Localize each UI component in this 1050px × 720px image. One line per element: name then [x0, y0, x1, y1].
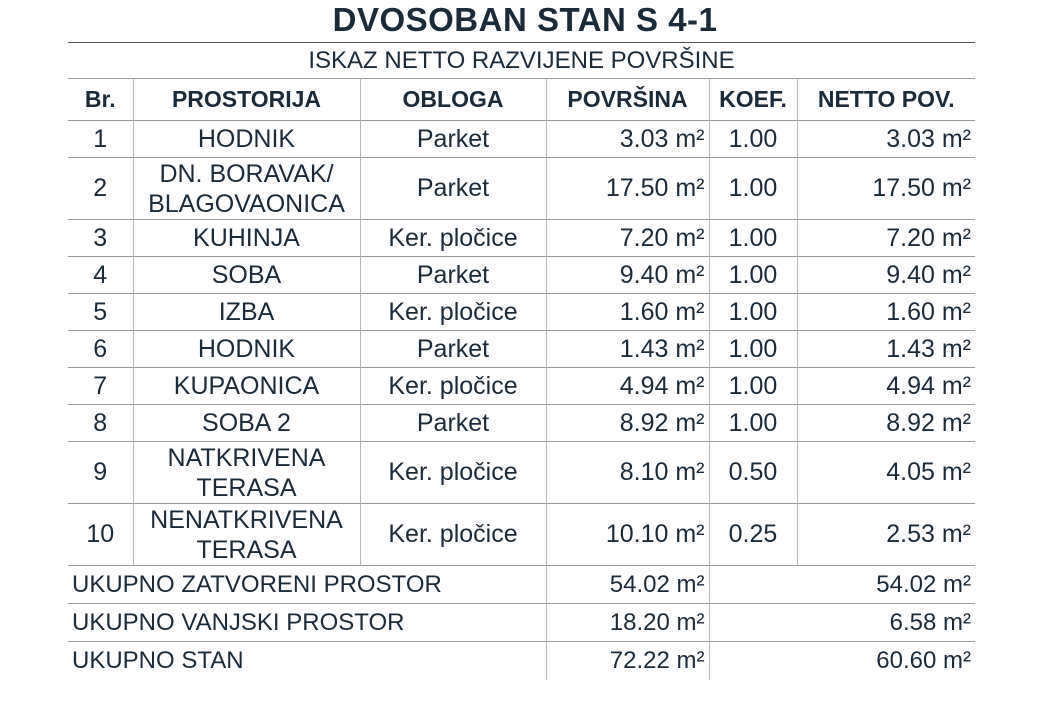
table-row: [68, 121, 975, 158]
room-name: [133, 158, 360, 220]
table-header-row: [68, 79, 975, 121]
floor-finish: Parket: [360, 331, 546, 368]
room-name-line: DN. BORAVAK/: [159, 159, 334, 188]
total-label: UKUPNO STAN: [72, 646, 244, 674]
total-row: [68, 604, 975, 642]
room-name: [133, 405, 360, 442]
total-net-area: 6.58 m²: [709, 604, 975, 642]
net-area: 1.43 m²: [797, 331, 975, 368]
room-name: [133, 257, 360, 294]
room-name-line: TERASA: [196, 535, 297, 564]
floor-finish: Ker. pločice: [360, 504, 546, 566]
header-finish: OBLOGA: [360, 79, 546, 121]
table-row: [68, 504, 975, 566]
gross-area: 1.43 m²: [546, 331, 709, 368]
coefficient: 1.00: [709, 220, 797, 257]
total-area: 72.22 m²: [546, 642, 709, 680]
gross-area: 1.60 m²: [546, 294, 709, 331]
coefficient: 1.00: [709, 405, 797, 442]
floor-finish: Ker. pločice: [360, 368, 546, 405]
net-area: 1.60 m²: [797, 294, 975, 331]
row-number: 1: [93, 124, 108, 153]
table-row: [68, 294, 975, 331]
page-title: DVOSOBAN STAN S 4-1: [332, 1, 718, 38]
header-net: NETTO POV.: [797, 79, 975, 121]
row-number: 8: [93, 408, 108, 437]
total-label: UKUPNO VANJSKI PROSTOR: [72, 608, 405, 636]
floor-finish: Parket: [360, 158, 546, 220]
gross-area: 4.94 m²: [546, 368, 709, 405]
area-table: [68, 42, 975, 680]
coefficient: 1.00: [709, 257, 797, 294]
table-row: [68, 158, 975, 220]
room-name-line: SOBA 2: [202, 409, 291, 437]
net-area: 9.40 m²: [797, 257, 975, 294]
gross-area: 3.03 m²: [546, 121, 709, 158]
floor-finish: Parket: [360, 121, 546, 158]
room-name-line: NENATKRIVENA: [150, 505, 343, 534]
total-row: [68, 642, 975, 680]
row-number: 10: [86, 520, 115, 548]
net-area: 8.92 m²: [797, 405, 975, 442]
room-name-line: HODNIK: [197, 125, 296, 153]
coefficient: 0.50: [709, 442, 797, 504]
room-name-line: KUPAONICA: [173, 372, 320, 400]
floor-finish: Ker. pločice: [360, 294, 546, 331]
total-label: UKUPNO ZATVORENI PROSTOR: [72, 570, 442, 598]
row-number: 5: [93, 297, 108, 326]
room-name: [133, 331, 360, 368]
gross-area: 7.20 m²: [546, 220, 709, 257]
gross-area: 8.10 m²: [546, 442, 709, 504]
room-name: [133, 294, 360, 331]
row-number: 4: [93, 260, 108, 289]
table-row: [68, 405, 975, 442]
floor-finish: Parket: [360, 405, 546, 442]
room-name: [133, 121, 360, 158]
row-number: 6: [93, 334, 108, 363]
room-name: [133, 220, 360, 257]
table-row: [68, 368, 975, 405]
floor-finish: Ker. pločice: [360, 220, 546, 257]
row-number: 9: [93, 458, 108, 486]
gross-area: 9.40 m²: [546, 257, 709, 294]
total-area: 18.20 m²: [546, 604, 709, 642]
gross-area: 17.50 m²: [546, 158, 709, 220]
net-area: 2.53 m²: [797, 504, 975, 566]
net-area: 4.05 m²: [797, 442, 975, 504]
coefficient: 1.00: [709, 294, 797, 331]
coefficient: 0.25: [709, 504, 797, 566]
total-area: 54.02 m²: [546, 566, 709, 604]
total-net-area: 54.02 m²: [709, 566, 975, 604]
room-name-line: NATKRIVENA: [167, 443, 326, 472]
coefficient: 1.00: [709, 368, 797, 405]
header-coef: KOEF.: [709, 79, 797, 121]
room-name: [133, 368, 360, 405]
row-number: 3: [93, 223, 108, 252]
total-row: [68, 566, 975, 604]
room-name: [133, 504, 360, 566]
header-room: PROSTORIJA: [133, 79, 360, 121]
coefficient: 1.00: [709, 158, 797, 220]
table-row: [68, 257, 975, 294]
table-subtitle-row: [68, 43, 975, 79]
floor-finish: Parket: [360, 257, 546, 294]
room-name-line: TERASA: [196, 473, 297, 502]
room-name-line: SOBA: [211, 261, 282, 289]
room-name: [133, 442, 360, 504]
table-row: [68, 220, 975, 257]
room-name-line: KUHINJA: [193, 224, 300, 252]
coefficient: 1.00: [709, 121, 797, 158]
gross-area: 8.92 m²: [546, 405, 709, 442]
room-name-line: IZBA: [218, 298, 275, 326]
row-number: 2: [93, 174, 108, 202]
net-area: 4.94 m²: [797, 368, 975, 405]
coefficient: 1.00: [709, 331, 797, 368]
total-net-area: 60.60 m²: [709, 642, 975, 680]
gross-area: 10.10 m²: [546, 504, 709, 566]
net-area: 7.20 m²: [797, 220, 975, 257]
room-name-line: HODNIK: [197, 335, 296, 363]
header-area: POVRŠINA: [546, 79, 709, 121]
table-row: [68, 442, 975, 504]
header-no: Br.: [84, 86, 116, 112]
room-name-line: BLAGOVAONICA: [148, 189, 345, 218]
row-number: 7: [93, 371, 108, 400]
net-area: 3.03 m²: [797, 121, 975, 158]
net-area: 17.50 m²: [797, 158, 975, 220]
table-subtitle: ISKAZ NETTO RAZVIJENE POVRŠINE: [308, 46, 735, 74]
floor-finish: Ker. pločice: [360, 442, 546, 504]
table-row: [68, 331, 975, 368]
